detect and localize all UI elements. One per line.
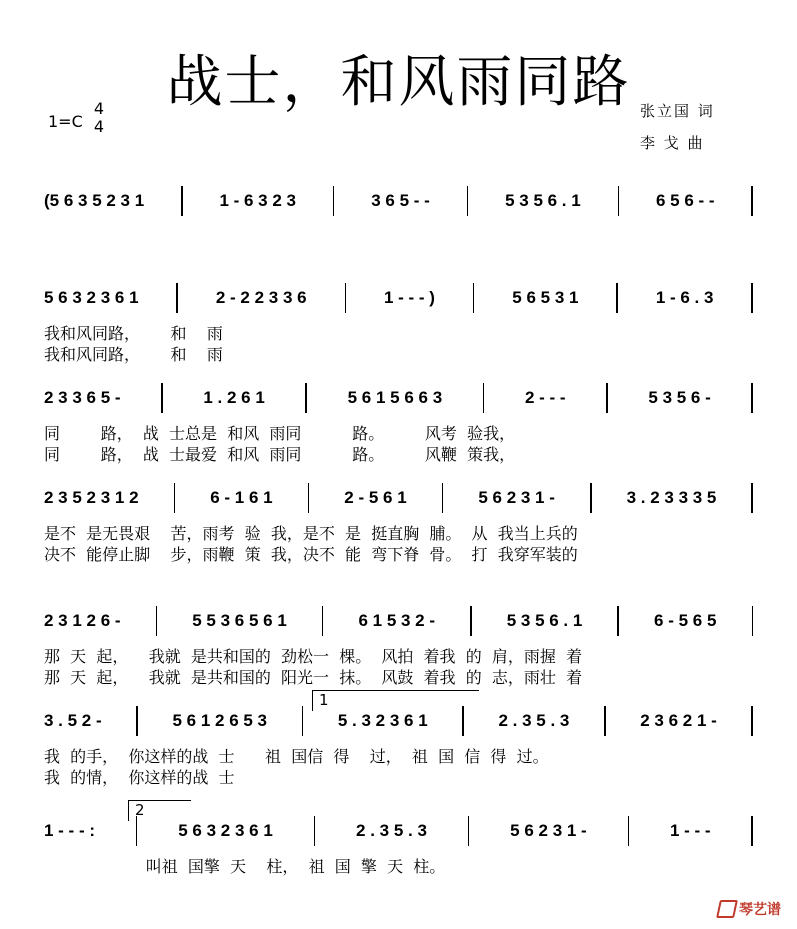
measure: 1 - - - ) — [383, 288, 435, 307]
measure: 1 - - - : — [44, 821, 95, 840]
barline — [314, 816, 316, 846]
measure: 2 3 3 6 5 - — [44, 388, 121, 407]
measure: 2 - - - — [524, 388, 566, 407]
second-ending-bracket — [128, 800, 191, 821]
measure: 5 5 3 6 5 6 1 — [192, 611, 287, 630]
lyric-line: 同 路， 战 士最爱 和风 雨同 路。 风鞭 策我， — [44, 445, 516, 464]
notation-row — [44, 383, 753, 413]
second-ending-label: 2 — [135, 801, 145, 819]
barline — [618, 186, 620, 216]
lyric-line: 我和风同路， 和 雨 — [44, 324, 223, 343]
lyric-line: 是不 是无畏艰 苦，雨考 验 我，是不 是 挺直胸 脯。 从 我当上兵的 — [44, 524, 578, 543]
barline — [752, 606, 754, 636]
measure: 1 - 6 3 2 3 — [219, 191, 296, 210]
barline — [333, 186, 335, 216]
notation-row — [44, 283, 753, 313]
measure: 1 - 6 . 3 — [655, 288, 714, 307]
measure: 5 6 3 2 3 6 1 — [44, 288, 139, 307]
measure: 5 6 5 3 1 — [512, 288, 579, 307]
barline — [751, 186, 753, 216]
barline — [751, 283, 753, 313]
measure: 2 3 6 2 1 - — [640, 711, 717, 730]
measure: 6 - 1 6 1 — [210, 488, 273, 507]
measure: 3 . 2 3 3 3 5 — [626, 488, 717, 507]
composer-credit: 李 戈 曲 — [640, 134, 705, 152]
measure: 1 . 2 6 1 — [203, 388, 265, 407]
barline — [751, 483, 753, 513]
measure: 3 . 5 2 - — [44, 711, 102, 730]
measure: (5 6 3 5 2 3 1 — [44, 191, 145, 210]
logo-text: 琴艺谱 — [739, 902, 781, 918]
barline — [606, 383, 608, 413]
first-ending-label: 1 — [319, 691, 329, 709]
barline — [442, 483, 444, 513]
barline — [470, 606, 472, 636]
lyric-line: 决不 能停止脚 步，雨鞭 策 我，决不 能 弯下脊 骨。 打 我穿军装的 — [44, 545, 578, 564]
lyric-line: 那 天 起， 我就 是共和国的 劲松一 棵。 风拍 着我 的 肩，雨握 着 — [44, 647, 583, 666]
barline — [616, 283, 618, 313]
barline — [322, 606, 324, 636]
barline — [181, 186, 183, 216]
barline — [345, 283, 347, 313]
barline — [308, 483, 310, 513]
notation-row — [44, 606, 753, 636]
measure: 2 3 1 2 6 - — [44, 611, 121, 630]
barline — [483, 383, 485, 413]
lyric-line: 叫祖 国擎 天 柱， 祖 国 擎 天 柱。 — [44, 857, 446, 876]
measure: 2 . 3 5 . 3 — [498, 711, 570, 730]
lyric-line: 我 的手， 你这样的战 士 祖 国信 得 过， 祖 国 信 得 过。 — [44, 747, 549, 766]
notation-row — [44, 186, 753, 216]
lyric-line: 同 路， 战 士总是 和风 雨同 路。 风考 验我， — [44, 424, 516, 443]
barline — [473, 283, 475, 313]
measure: 6 1 5 3 2 - — [358, 611, 436, 630]
barline — [751, 383, 753, 413]
measure: 5 6 1 2 6 5 3 — [172, 711, 268, 730]
measure: 6 - 5 6 5 — [654, 611, 717, 630]
meter-top: 4 — [93, 99, 105, 118]
barline — [305, 383, 307, 413]
measure: 1 - - - — [669, 821, 711, 840]
barline — [174, 483, 176, 513]
lyricist-credit: 张立国 词 — [640, 102, 715, 120]
site-logo — [718, 899, 781, 919]
barline — [751, 706, 753, 736]
measure: 5 . 3 2 3 6 1 — [337, 711, 428, 730]
barline — [468, 816, 470, 846]
measure: 5 3 5 6 . 1 — [505, 191, 581, 210]
barline — [176, 283, 178, 313]
barline — [617, 606, 619, 636]
first-ending-bracket — [312, 690, 479, 711]
lyric-line: 我 的情， 你这样的战 士 — [44, 768, 235, 787]
lyric-line: 我和风同路， 和 雨 — [44, 345, 223, 364]
measure: 5 3 5 6 . 1 — [506, 611, 583, 630]
barline — [604, 706, 606, 736]
barline — [136, 706, 138, 736]
meter-bottom: 4 — [93, 117, 105, 136]
measure: 6 5 6 - - — [655, 191, 715, 210]
measure: 3 6 5 - - — [371, 191, 430, 210]
measure: 5 3 5 6 - — [648, 388, 711, 407]
barline — [628, 816, 630, 846]
key-signature: 1=C — [48, 112, 83, 131]
measure: 2 . 3 5 . 3 — [356, 821, 427, 840]
notation-row — [44, 483, 753, 513]
barline — [156, 606, 158, 636]
measure: 2 - 5 6 1 — [344, 488, 407, 507]
barline — [302, 706, 304, 736]
measure: 5 6 2 3 1 - — [510, 821, 587, 840]
barline — [467, 186, 469, 216]
barline — [161, 383, 163, 413]
lyric-line: 那 天 起， 我就 是共和国的 阳光一 抹。 风鼓 着我 的 志，雨壮 着 — [44, 668, 583, 687]
measure: 5 6 2 3 1 - — [478, 488, 555, 507]
measure: 5 6 1 5 6 6 3 — [347, 388, 443, 407]
song-title: 战士，和风雨同路 — [166, 50, 631, 115]
barline — [751, 816, 753, 846]
time-signature — [92, 100, 106, 136]
logo-icon — [716, 900, 738, 918]
measure: 2 - 2 2 3 3 6 — [215, 288, 307, 307]
barline — [590, 483, 592, 513]
measure: 5 6 3 2 3 6 1 — [178, 821, 273, 840]
measure: 2 3 5 2 3 1 2 — [44, 488, 139, 507]
